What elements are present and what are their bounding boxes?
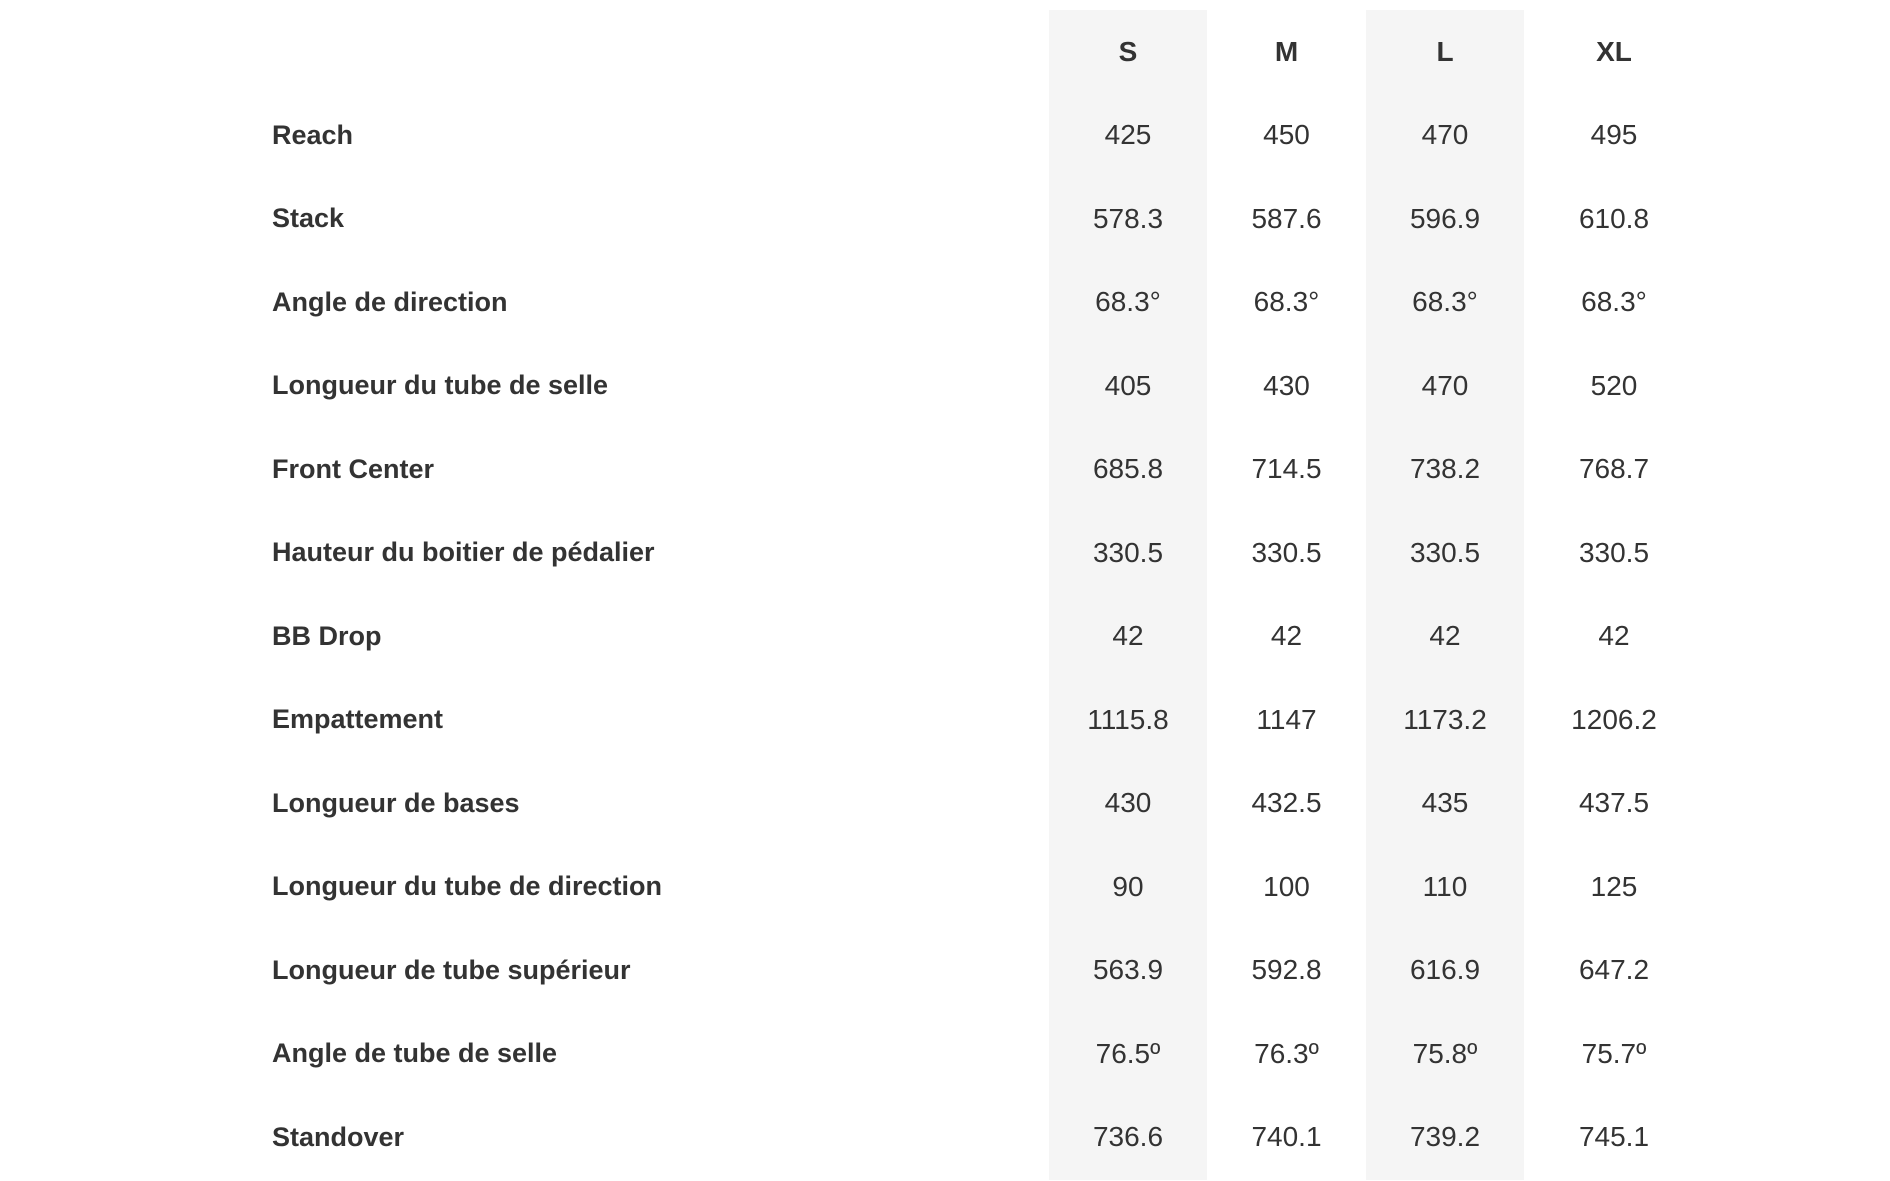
table-cell: 75.7º xyxy=(1581,1037,1647,1069)
table-cell: 76.3º xyxy=(1254,1037,1319,1069)
table-cell: 736.6 xyxy=(1092,1121,1164,1153)
table-cell: 76.5º xyxy=(1095,1037,1161,1069)
table-cell: 739.2 xyxy=(1409,1121,1481,1153)
table-cell: 616.9 xyxy=(1409,954,1481,986)
table-cell: 647.2 xyxy=(1578,954,1650,986)
table-cell: 578.3 xyxy=(1092,202,1164,234)
table-cell: 42 xyxy=(1112,620,1144,652)
table-cell: 432.5 xyxy=(1251,787,1322,819)
row-label: Angle de direction xyxy=(272,286,508,317)
table-cell: 110 xyxy=(1422,870,1468,902)
table-row xyxy=(0,595,1704,679)
table-cell: 592.8 xyxy=(1251,954,1322,986)
size-header-s: S xyxy=(1118,35,1138,67)
row-label: Longueur de tube supérieur xyxy=(272,954,631,985)
table-cell: 1206.2 xyxy=(1571,703,1657,735)
table-row xyxy=(0,1012,1704,1096)
table-cell: 1147 xyxy=(1256,703,1317,735)
table-cell: 68.3° xyxy=(1412,286,1478,318)
row-label: Reach xyxy=(272,119,354,150)
table-cell: 430 xyxy=(1263,369,1310,401)
table-row xyxy=(0,845,1704,929)
table-cell: 405 xyxy=(1104,369,1152,401)
header-spacer xyxy=(0,10,1049,94)
table-cell: 330.5 xyxy=(1251,536,1322,568)
table-cell: 330.5 xyxy=(1409,536,1481,568)
table-cell: 435 xyxy=(1421,787,1469,819)
row-label: Standover xyxy=(272,1121,405,1152)
table-cell: 470 xyxy=(1421,369,1469,401)
table-cell: 520 xyxy=(1590,369,1638,401)
table-row xyxy=(0,177,1704,261)
table-cell: 330.5 xyxy=(1578,536,1650,568)
table-cell: 42 xyxy=(1598,620,1630,652)
table-cell: 75.8º xyxy=(1412,1037,1478,1069)
table-cell: 714.5 xyxy=(1251,453,1322,485)
row-label: Empattement xyxy=(272,704,444,735)
geometry-table-body xyxy=(0,94,1704,1180)
row-label: Hauteur du boitier de pédalier xyxy=(272,537,655,568)
table-cell: 42 xyxy=(1270,620,1303,652)
table-row xyxy=(0,428,1704,512)
geometry-table xyxy=(0,10,1704,1179)
table-cell: 470 xyxy=(1421,119,1469,151)
table-row xyxy=(0,94,1704,178)
table-cell: 685.8 xyxy=(1092,453,1164,485)
table-cell: 587.6 xyxy=(1251,202,1322,234)
table-cell: 125 xyxy=(1590,870,1638,902)
table-cell: 610.8 xyxy=(1578,202,1650,234)
table-cell: 1173.2 xyxy=(1403,703,1487,735)
row-label: Longueur du tube de direction xyxy=(272,871,662,902)
table-cell: 425 xyxy=(1104,119,1152,151)
row-label: BB Drop xyxy=(272,620,382,651)
table-cell: 563.9 xyxy=(1092,954,1164,986)
table-cell: 100 xyxy=(1263,870,1310,902)
table-row xyxy=(0,511,1704,595)
table-row xyxy=(0,1096,1704,1180)
row-label: Longueur du tube de selle xyxy=(272,370,609,401)
size-header-m: M xyxy=(1274,35,1299,67)
table-cell: 596.9 xyxy=(1409,202,1481,234)
row-label: Stack xyxy=(272,203,345,234)
table-cell: 495 xyxy=(1590,119,1638,151)
table-cell: 738.2 xyxy=(1409,453,1481,485)
table-cell: 1115.8 xyxy=(1087,703,1169,735)
row-label: Longueur de bases xyxy=(272,787,520,818)
table-cell: 68.3° xyxy=(1095,286,1161,318)
table-row xyxy=(0,261,1704,345)
table-row xyxy=(0,344,1704,428)
table-cell: 745.1 xyxy=(1578,1121,1650,1153)
table-row xyxy=(0,762,1704,846)
table-cell: 430 xyxy=(1104,787,1152,819)
table-cell: 90 xyxy=(1112,870,1144,902)
size-header-l: L xyxy=(1436,35,1454,67)
table-row xyxy=(0,929,1704,1013)
table-cell: 42 xyxy=(1429,620,1461,652)
table-cell: 68.3° xyxy=(1253,286,1320,318)
table-cell: 330.5 xyxy=(1092,536,1164,568)
header-row xyxy=(0,10,1704,94)
table-cell: 68.3° xyxy=(1581,286,1647,318)
table-cell: 450 xyxy=(1263,119,1310,151)
table-row xyxy=(0,678,1704,762)
row-label: Angle de tube de selle xyxy=(272,1038,558,1069)
size-header-xl: XL xyxy=(1596,35,1632,67)
table-cell: 437.5 xyxy=(1578,787,1650,819)
table-cell: 768.7 xyxy=(1578,453,1650,485)
table-cell: 740.1 xyxy=(1251,1121,1322,1153)
row-label: Front Center xyxy=(272,453,434,484)
